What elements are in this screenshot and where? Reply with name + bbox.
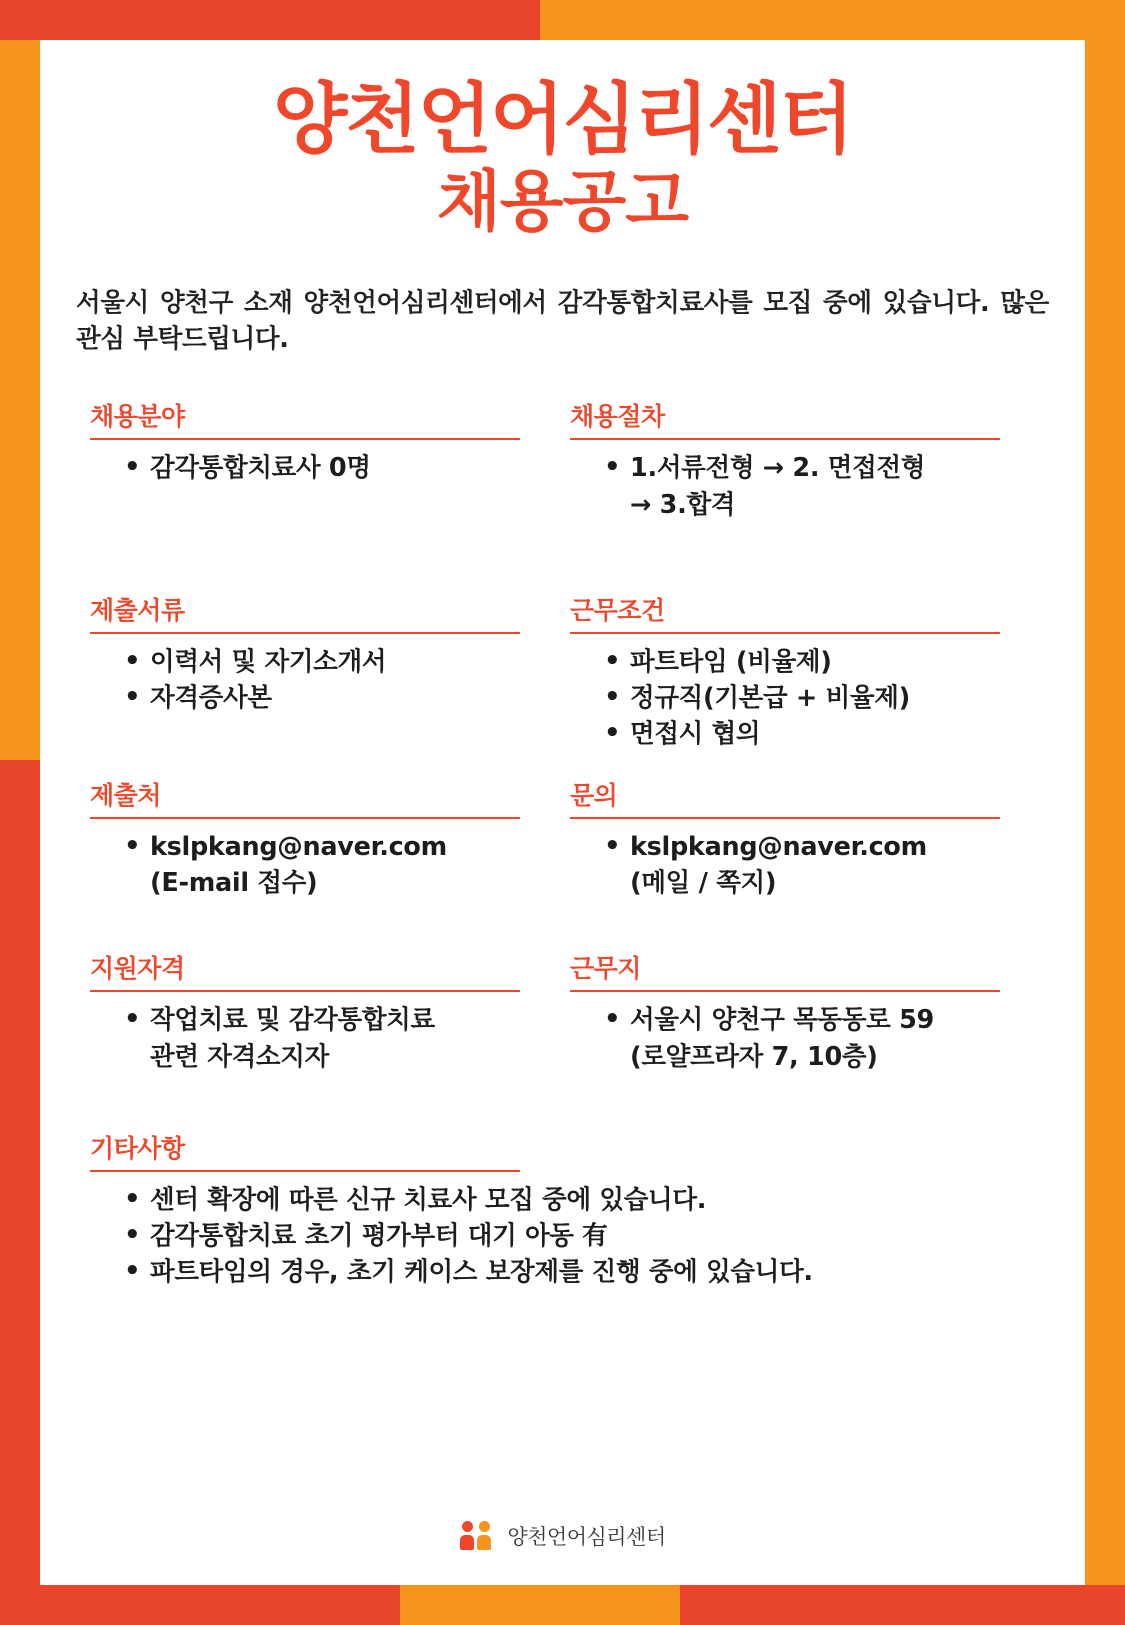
section-items [90,1004,540,1073]
list-item: • 파트타임의 경우, 초기 케이스 보장제를 진행 중에 있습니다. [120,1256,1035,1289]
section-heading: 채용절차 [570,397,1000,440]
section-contact [570,776,1040,903]
section-heading: 근무조건 [570,591,1000,634]
logo-label: 양천언어심리센터 [507,1525,666,1549]
grid-spacer [570,754,1040,776]
section-workplace [570,949,1040,1076]
list-item: 관련 자격소지자 [150,1041,329,1072]
decor-band-left-mid [0,760,40,1625]
list-item: • 센터 확장에 따른 신규 치료사 모집 중에 있습니다. [120,1184,1035,1217]
list-item: • 파트타임 (비율제) [600,646,1040,679]
list-item: (로얄프라자 7, 10층) [630,1041,878,1072]
list-item: • 이력서 및 자기소개서 [120,646,540,679]
decor-band-left-top [0,0,540,40]
decor-band-right-top [540,0,1125,40]
decor-band-bottom-right [680,1585,1125,1625]
decor-band-right [1085,40,1125,1585]
grid-spacer [90,754,560,776]
section-heading: 기타사항 [90,1129,520,1172]
list-item: (E-mail 접수) [150,868,318,899]
grid-spacer [570,525,1040,591]
intro-paragraph: 서울시 양천구 소재 양천언어심리센터에서 감각통합치료사를 모집 중에 있습니다. 많은 관심 부탁드립니다. [76,288,1049,355]
section-items [90,646,540,715]
section-other-notes [90,1129,1035,1289]
list-item: • 감각통합치료사 0명 [120,452,540,485]
list-item: • 서울시 양천구 목동동로 59 [600,1004,1040,1037]
section-items [90,1184,1035,1289]
section-heading: 지원자격 [90,949,520,992]
section-heading: 근무지 [570,949,1000,992]
section-heading: 제출처 [90,776,520,819]
list-item: • 정규직(기본급 + 비율제) [600,682,1040,715]
poster-sheet [40,40,1085,1585]
section-documents [90,591,560,754]
section-items [90,831,540,900]
grid-spacer [90,903,560,949]
list-item: • 1.서류전형 → 2. 면접전형 [600,452,1040,485]
title-secondary: 채용공고 [436,162,689,240]
section-submit-to [90,776,560,903]
list-item: (메일 / 쪽지) [630,868,777,899]
section-work-conditions [570,591,1040,754]
list-item: • kslpkang@naver.com [120,831,540,864]
list-item: • 작업치료 및 감각통합치료 [120,1004,540,1037]
list-item: • 감각통합치료 초기 평가부터 대기 아동 有 [120,1220,1035,1253]
title-primary: 양천언어심리센터 [272,76,853,165]
section-heading: 문의 [570,776,1000,819]
grid-spacer [90,525,560,591]
section-items [570,1004,1040,1073]
list-item: → 3.합격 [630,489,736,520]
section-recruit-process [570,397,1040,524]
decor-band-bottom-left [0,1585,400,1625]
sections-grid [90,397,1035,1076]
section-recruit-field [90,397,560,524]
section-items [570,452,1040,521]
section-heading: 채용분야 [90,397,520,440]
footer-logo [40,1521,1085,1551]
section-heading: 제출서류 [90,591,520,634]
grid-spacer [570,903,1040,949]
section-items [570,831,1040,900]
list-item: • 자격증사본 [120,682,540,715]
section-items [90,452,540,485]
list-item: • kslpkang@naver.com [600,831,1040,864]
decor-band-bottom-mid [400,1585,680,1625]
poster-title [40,76,1085,243]
two-people-icon [459,1521,497,1551]
decor-band-left-upper [0,40,40,760]
list-item: • 면접시 협의 [600,718,1040,751]
section-items [570,646,1040,751]
section-qualifications [90,949,560,1076]
